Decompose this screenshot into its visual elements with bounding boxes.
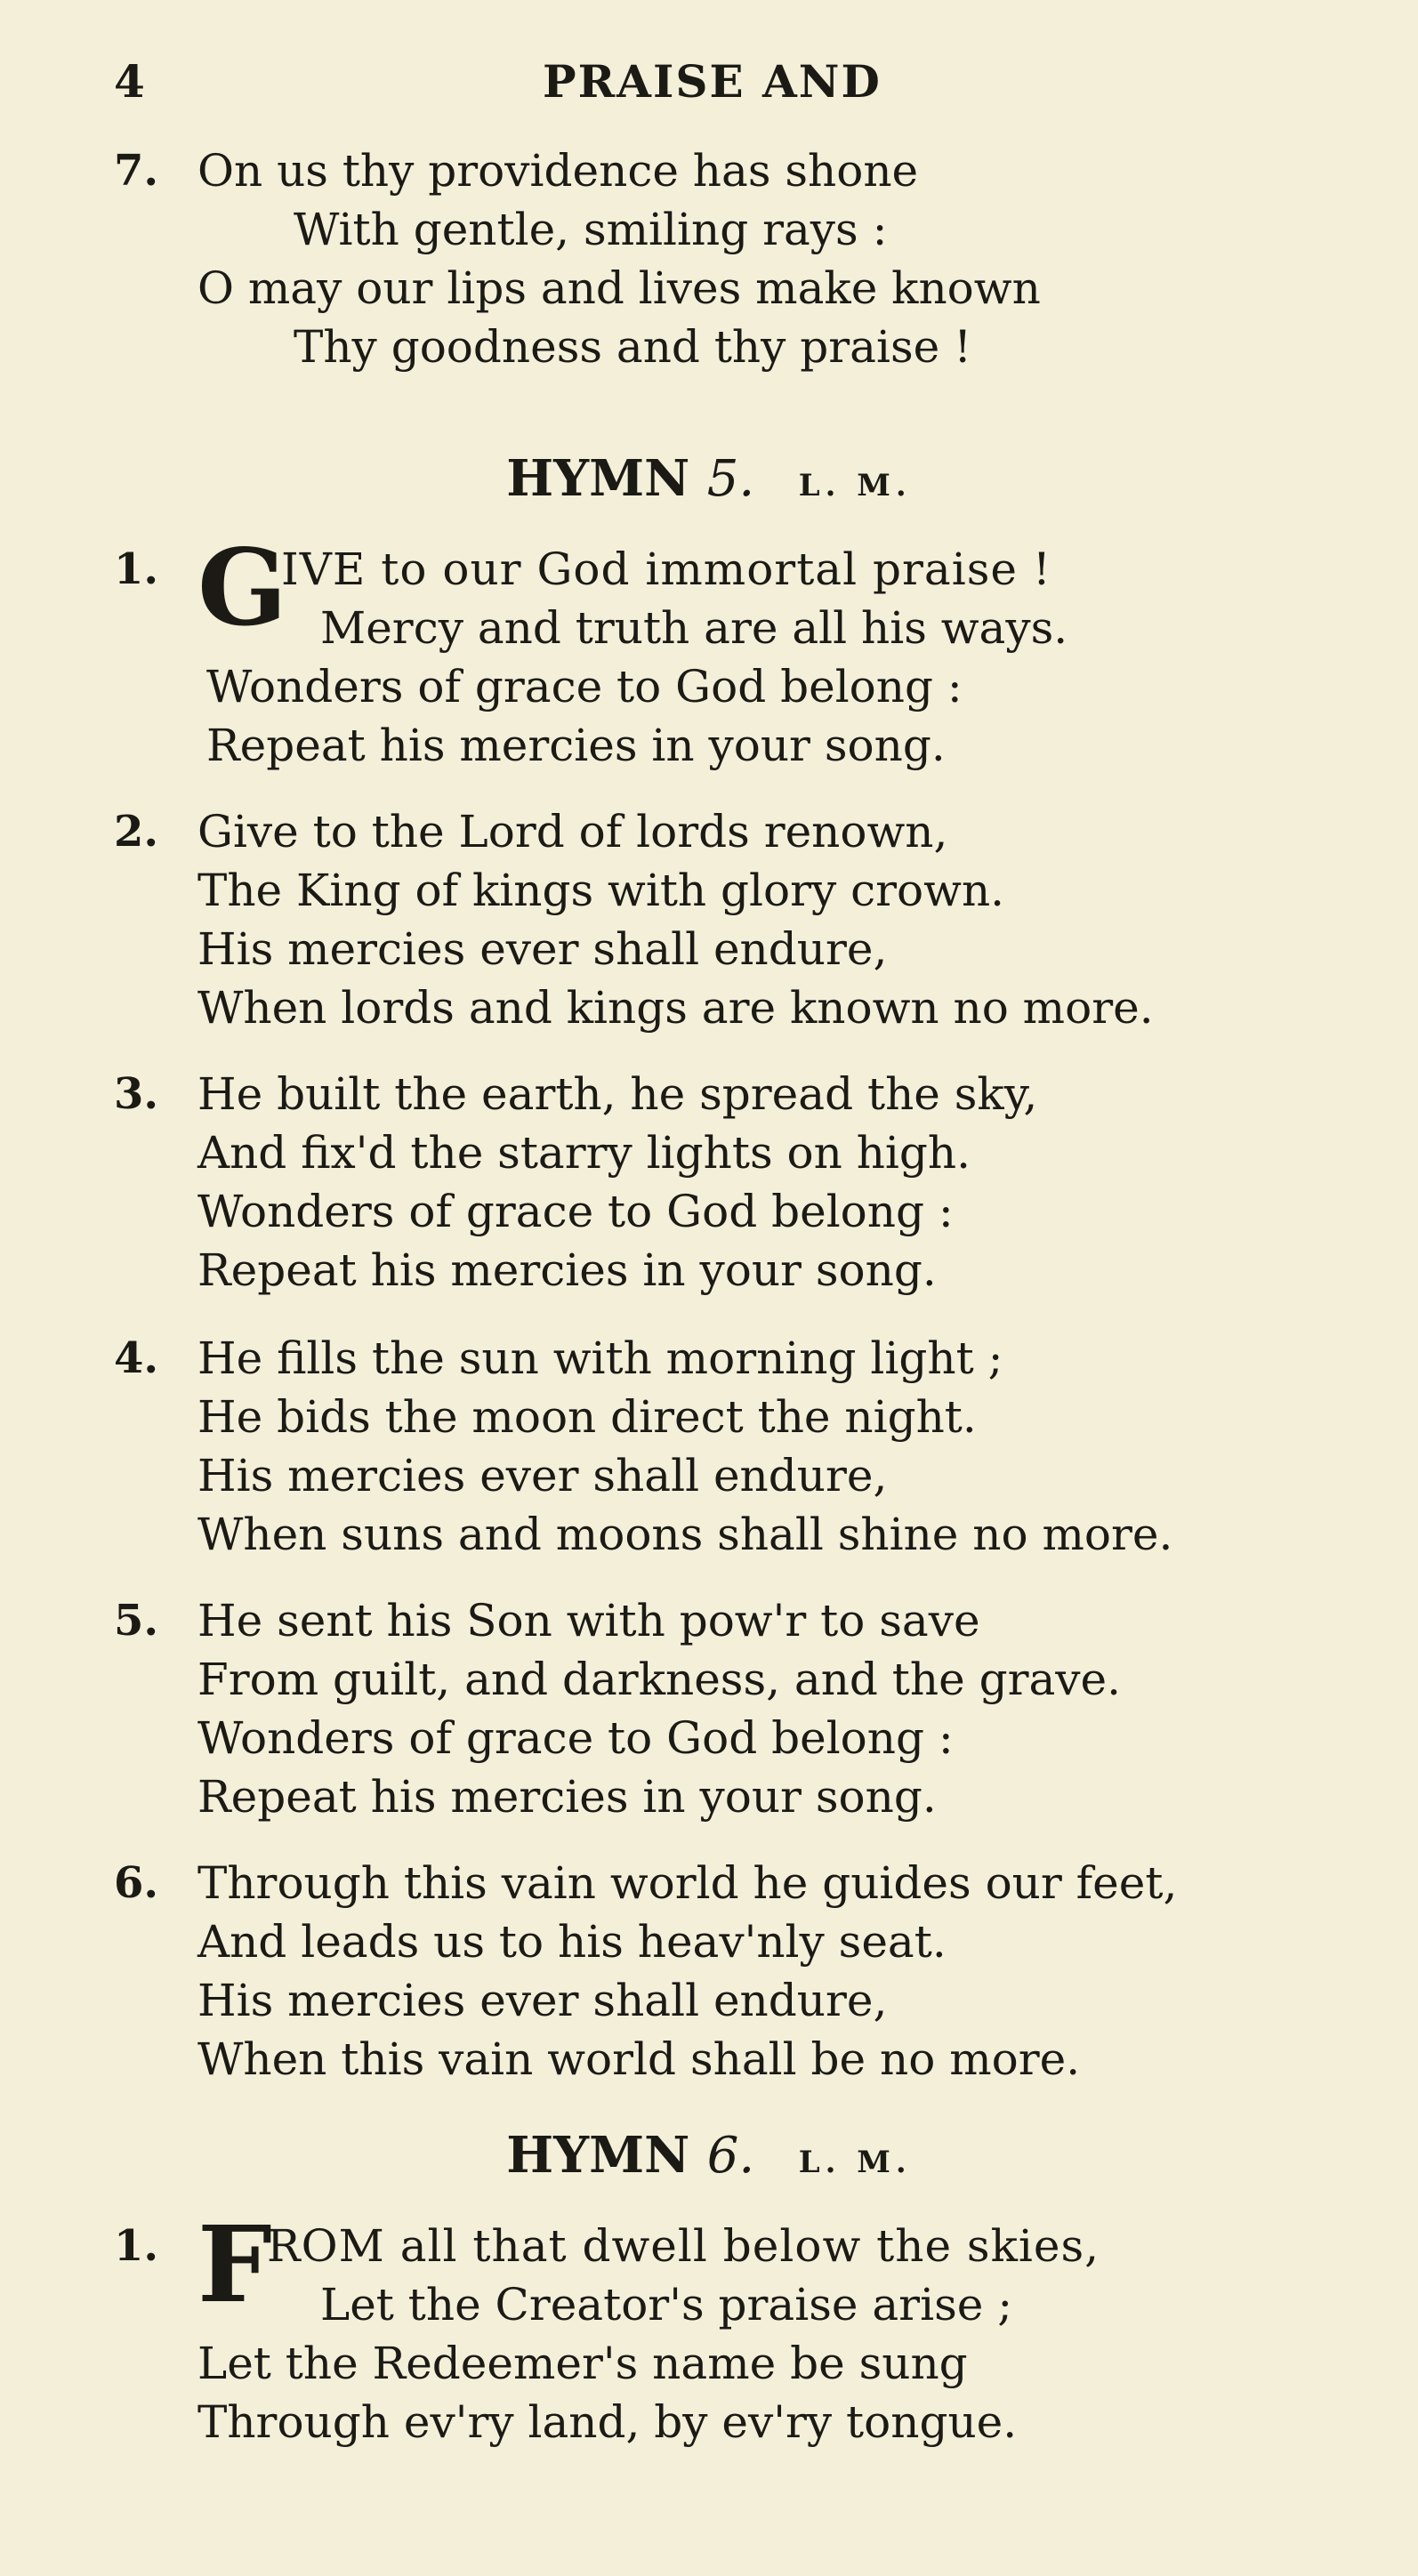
- verse-line: When lords and kings are known no more.: [197, 982, 1154, 1034]
- hymn-numeral: 5.: [706, 450, 755, 508]
- verse-line: Repeat his mercies in your song.: [206, 720, 946, 771]
- verse-line: Let the Redeemer's name be sung: [197, 2338, 968, 2389]
- stanza-number: 4.: [114, 1333, 159, 1383]
- stanza-number: 1.: [114, 544, 159, 594]
- verse-line: When suns and moons shall shine no more.: [197, 1509, 1173, 1560]
- verse-line: O may our lips and lives make known: [197, 262, 1041, 314]
- verse-line: His mercies ever shall endure,: [197, 1450, 888, 1501]
- hymn-title-word: HYMN: [506, 449, 690, 508]
- stanza-number: 5.: [114, 1596, 159, 1646]
- verse-line: From guilt, and darkness, and the grave.: [197, 1654, 1122, 1705]
- drop-cap: G: [197, 526, 287, 649]
- hymn-meter: L. M.: [798, 468, 912, 503]
- verse-line: His mercies ever shall endure,: [197, 923, 888, 975]
- verse-line: Let the Creator's praise arise ;: [320, 2279, 1013, 2330]
- verse-line: The King of kings with glory crown.: [197, 865, 1005, 916]
- verse-line: He bids the moon direct the night.: [197, 1391, 977, 1443]
- stanza-number: 7.: [114, 146, 159, 196]
- verse-line: Repeat his mercies in your song.: [197, 1244, 937, 1296]
- verse-line: And leads us to his heav'nly seat.: [197, 1916, 947, 1968]
- stanza-number: 1.: [114, 2221, 159, 2271]
- verse-line: Give to the Lord of lords renown,: [197, 806, 948, 857]
- verse-line: And fix'd the starry lights on high.: [197, 1127, 971, 1179]
- verse-line: His mercies ever shall endure,: [197, 1975, 888, 2026]
- verse-line: ROM all that dwell below the skies,: [267, 2220, 1100, 2272]
- stanza-number: 6.: [114, 1858, 159, 1908]
- hymn-numeral: 6.: [706, 2127, 755, 2185]
- verse-line: Mercy and truth are all his ways.: [320, 602, 1068, 654]
- verse-line: Through ev'ry land, by ev'ry tongue.: [197, 2396, 1018, 2448]
- verse-line: Wonders of grace to God belong :: [197, 1712, 954, 1764]
- verse-line: Wonders of grace to God belong :: [206, 661, 963, 712]
- stanza-number: 2.: [114, 807, 159, 857]
- verse-line: Thy goodness and thy praise !: [294, 321, 972, 373]
- page-number: 4: [114, 55, 145, 108]
- verse-line: Repeat his mercies in your song.: [197, 1771, 937, 1823]
- hymn-5-title: [0, 449, 1418, 508]
- hymn-6-title: [0, 2126, 1418, 2185]
- verse-line: He fills the sun with morning light ;: [197, 1332, 1003, 1384]
- verse-line: He built the earth, he spread the sky,: [197, 1068, 1038, 1120]
- verse-line: IVE to our God immortal praise !: [281, 543, 1051, 595]
- verse-line: When this vain world shall be no more.: [197, 2033, 1081, 2085]
- stanza-number: 3.: [114, 1069, 159, 1119]
- running-title: PRAISE AND: [543, 55, 882, 108]
- hymn-title-word: HYMN: [506, 2126, 690, 2185]
- hymn-meter: L. M.: [798, 2145, 912, 2180]
- running-head: [0, 55, 1418, 117]
- verse-line: He sent his Son with pow'r to save: [197, 1595, 980, 1646]
- verse-line: Wonders of grace to God belong :: [197, 1186, 954, 1237]
- verse-line: With gentle, smiling rays :: [294, 204, 888, 255]
- verse-line: Through this vain world he guides our feet,: [197, 1857, 1178, 1909]
- verse-line: On us thy providence has shone: [197, 145, 919, 197]
- drop-cap: F: [197, 2202, 272, 2326]
